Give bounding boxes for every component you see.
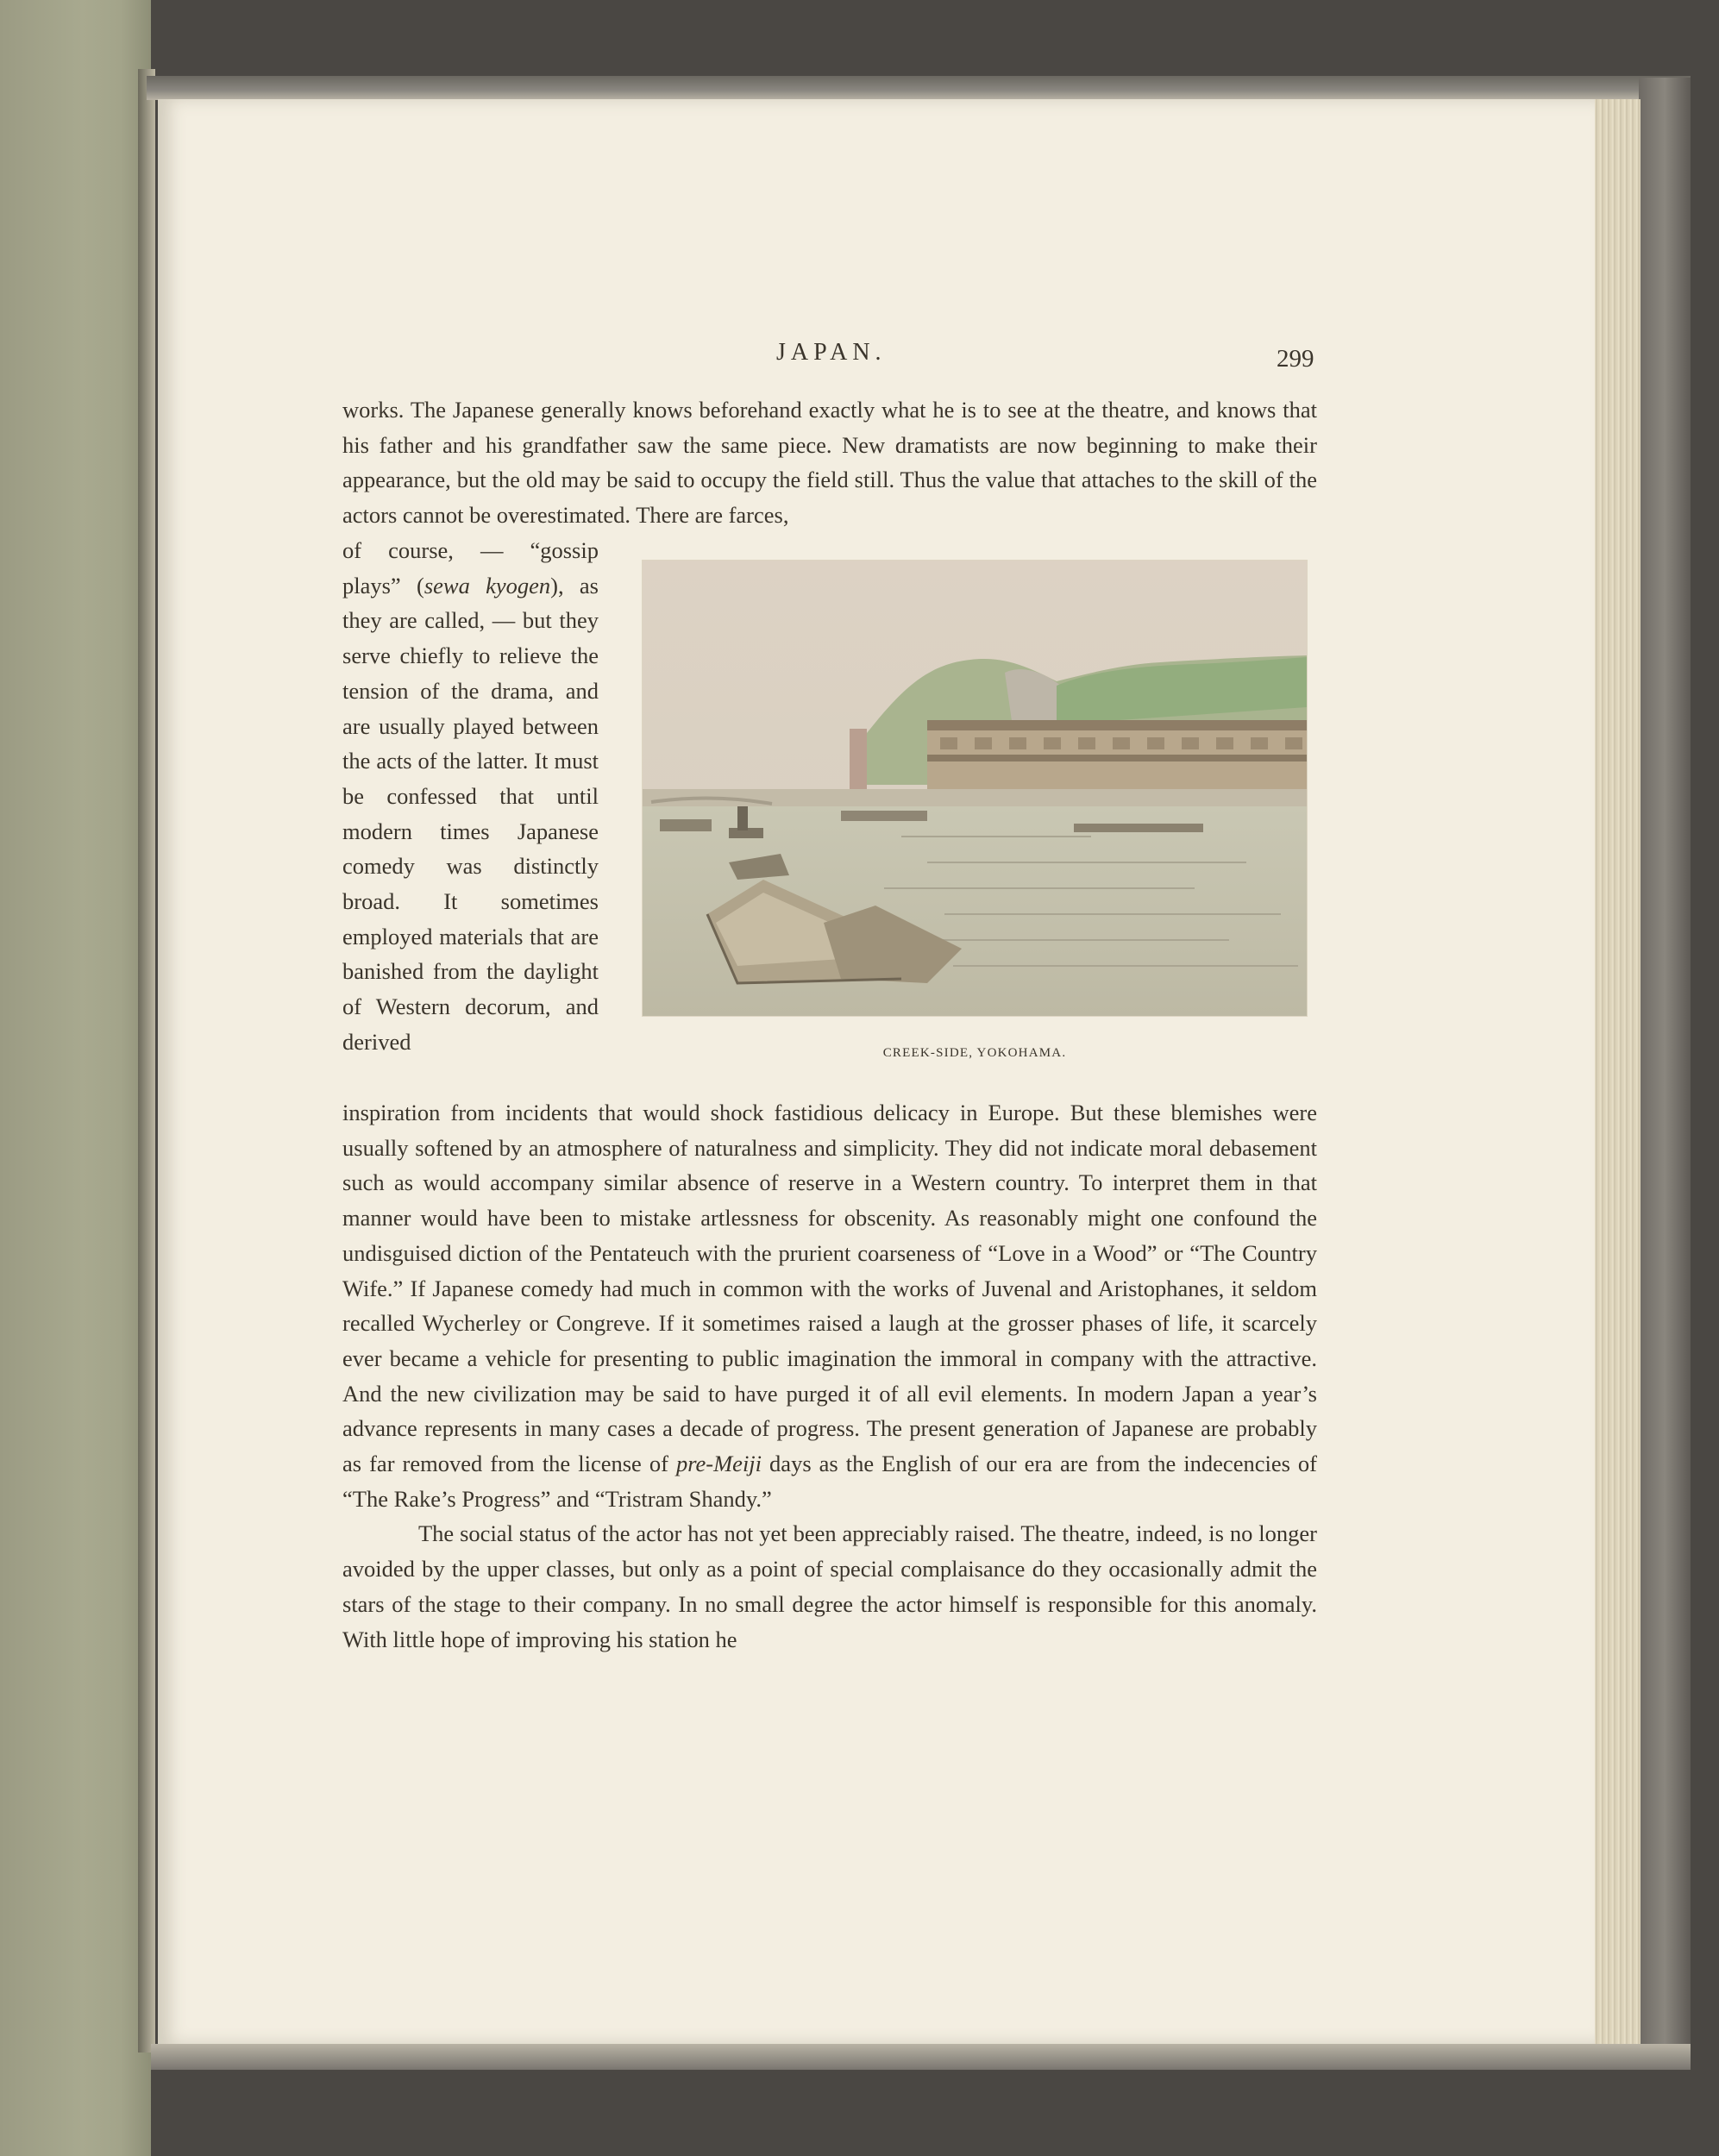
page-number: 299 [1277, 345, 1314, 373]
book-page [158, 99, 1595, 2044]
wrap-text-a: of course, — “gossip plays” ( [342, 537, 599, 599]
book-cover-top [147, 76, 1691, 100]
para1-text-b: days as the English of our era are from the indecencies of “The Rake’s Progress” and “Tristram Shandy.” [342, 1451, 1318, 1512]
book-left-board-edge [138, 69, 155, 2053]
body-text-wrapped [342, 533, 599, 1060]
figure-caption: CREEK-SIDE, YOKOHAMA. [882, 1046, 1067, 1060]
wrap-text-b: ), as they are called, — but they serve chiefly to relieve the tension of the drama, and are usually played between the acts of the latter. It must be confessed that until modern times Japanese comedy was distinctly broad. It sometimes employed materials that are banished from the daylight of Western decorum, and derived [342, 572, 599, 1055]
para1-text-italic: pre-Meiji [675, 1451, 762, 1477]
book-left-board [0, 0, 151, 2156]
book-cover-bottom [151, 2044, 1691, 2070]
page-edges [1592, 99, 1641, 2044]
body-text-top: works. The Japanese generally knows beforehand exactly what he is to see at the theatre, and knows that his father and his grandfather saw the same piece. New dramatists are now beginning to make their appearance, but the old may be said to occupy the field still. Thus the value that attaches to the skill of the actors cannot be overestimated. There are farces, [342, 397, 1317, 529]
para1-text-a: inspiration from incidents that would shock fastidious delicacy in Europe. But these blemishes were usually softened by an atmosphere of naturalness and simplicity. They did not indicate moral debasement such as would accompany similar absence of reserve in a Western country. To interpret them in that manner would have been to mistake artlessness for obscenity. As reasonably might one confound the undisguised diction of the Pentateuch with the prurient coarseness of “Love in a Wood” or “The Country Wife.” If Japanese comedy had much in common with the works of Juvenal and Aristophanes, it seldom recalled Wycherley or Congreve. If it sometimes raised a laugh at the grosser phases of life, it scarcely ever became a vehicle for presenting to public imagination the immoral in company with the attractive. And the new civilization may be said to have purged it of all evil elements. In modern Japan a year’s advance represents in many cases a decade of progress. The present generation of Japanese are probably as far removed from the license of [342, 1100, 1317, 1477]
book-cover-right [1639, 78, 1691, 2053]
photo-creek-scene [643, 561, 1307, 1016]
paragraph-continuation [342, 1095, 1317, 1516]
body-text-bottom [342, 1095, 1317, 1657]
figure-photograph [643, 561, 1307, 1016]
wrap-text-italic: sewa kyogen [423, 572, 551, 599]
running-head: JAPAN. [776, 339, 887, 366]
paragraph-social-status: The social status of the actor has not yet been appreciably raised. The theatre, indeed, is no longer avoided by the upper classes, but only as a point of special complaisance do they occasionally admit the stars of the stage to their company. In no small degree the actor himself is responsible for this anomaly. With little hope of improving his station he [342, 1520, 1317, 1652]
